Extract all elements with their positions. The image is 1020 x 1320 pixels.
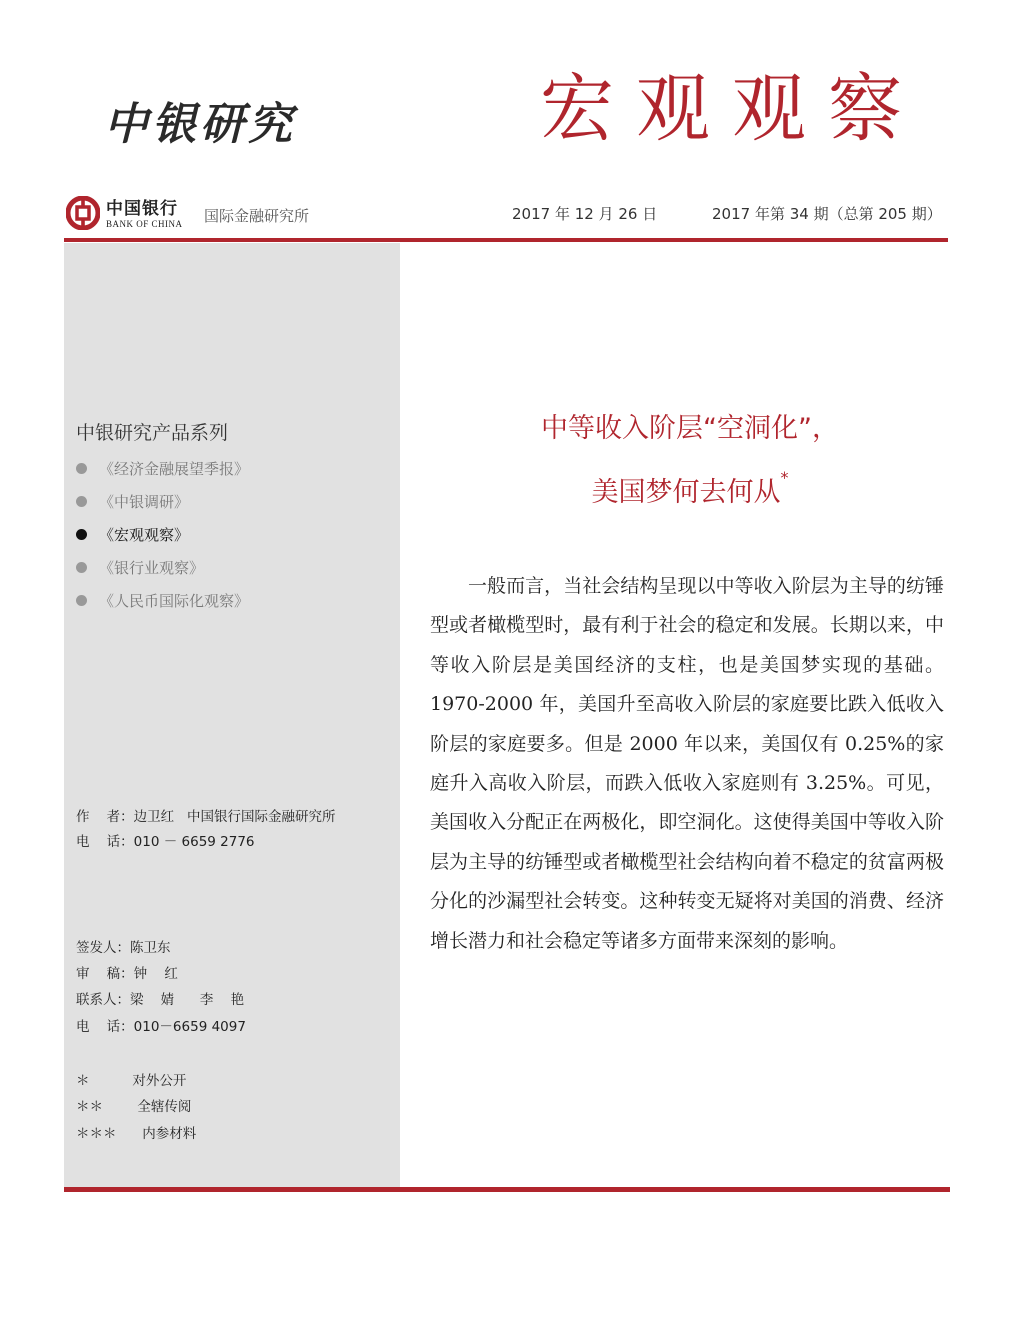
bullet-icon	[76, 463, 87, 474]
header-divider	[64, 238, 948, 242]
author-line: 作 者：边卫红 中国银行国际金融研究所	[76, 809, 336, 825]
bullet-icon	[76, 529, 87, 540]
footer-divider	[64, 1187, 950, 1192]
sidebar-panel	[64, 243, 400, 1187]
bank-name-cn: 中国银行	[106, 199, 178, 219]
issuer-line: 签发人：陈卫东	[76, 940, 171, 956]
product-label: 《人民币国际化观察》	[99, 592, 250, 610]
product-item-macro-observation	[76, 524, 189, 545]
reviewer-line: 审 稿：钟 红	[76, 966, 178, 982]
bullet-icon	[76, 595, 87, 606]
footnote-mark: *	[780, 468, 789, 487]
bullet-icon	[76, 562, 87, 573]
series-title: 宏观观察	[540, 66, 924, 152]
institute-name: 国际金融研究所	[204, 207, 310, 225]
contact-phone-line: 电 话：010－6659 4097	[76, 1019, 246, 1035]
product-label: 《宏观观察》	[99, 526, 190, 544]
product-label: 《中银调研》	[99, 493, 190, 511]
issue-date: 2017 年 12 月 26 日	[512, 205, 658, 223]
article-abstract: 一般而言，当社会结构呈现以中等收入阶层为主导的纺锤型或者橄榄型时，最有利于社会的稳定和发展。长期以来，中等收入阶层是美国经济的支柱，也是美国梦实现的基础。1970-2000 年，美国升至高收入阶层的家庭要比跌入低收入阶层的家庭要多。但是 2000 年以来，美国仅有 0.25%的家庭升入高收入阶层，而跌入低收入家庭则有 3.25%。可见，美国收入分配正在两极化，即空洞化。这使得美国中等收入阶层为主导的纺锤型或者橄榄型社会结构向着不稳定的贫富两极分化的沙漏型社会转变。这种转变无疑将对美国的消费、经济增长潜力和社会稳定等诸多方面带来深刻的影响。	[430, 575, 944, 952]
brand-calligraphy-logo: 中银研究	[104, 99, 296, 150]
author-phone-line: 电 话：010 － 6659 2776	[76, 834, 255, 850]
article-title-line2	[432, 470, 948, 509]
contacts-line: 联系人：梁 婧 李 艳	[76, 992, 245, 1008]
article-title-line1: 中等收入阶层“空洞化”，	[541, 413, 839, 444]
classification-confidential: ＊＊＊ 内参材料	[76, 1126, 197, 1142]
bank-name-en: BANK OF CHINA	[106, 219, 183, 229]
classification-internal: ＊＊ 全辖传阅	[76, 1099, 192, 1115]
classification-public: ＊ 对外公开	[76, 1073, 187, 1089]
product-item-economic-outlook	[76, 458, 249, 479]
product-item-boc-research	[76, 491, 189, 512]
bank-of-china-logo-icon	[66, 196, 100, 230]
issue-number: 2017 年第 34 期（总第 205 期）	[712, 205, 942, 223]
product-item-banking-observation	[76, 557, 204, 578]
bullet-icon	[76, 496, 87, 507]
product-label: 《银行业观察》	[99, 559, 205, 577]
product-label: 《经济金融展望季报》	[99, 460, 250, 478]
article-title-text: 美国梦何去何从	[591, 477, 781, 508]
products-heading: 中银研究产品系列	[76, 422, 229, 444]
product-item-rmb-internationalization	[76, 590, 249, 611]
